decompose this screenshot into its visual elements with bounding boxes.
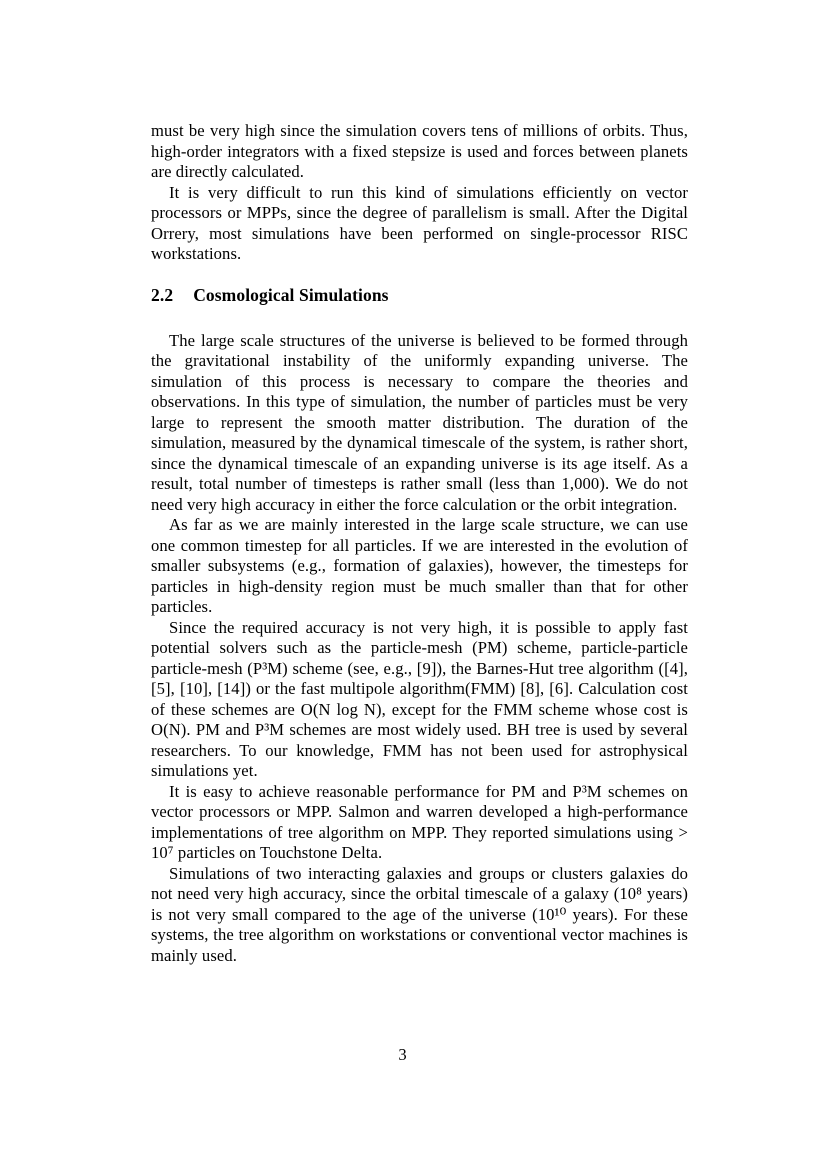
paragraph-common-timestep: As far as we are mainly interested in the large scale structure, we can use one common timestep for all particles. If we are interested in the evolution of smaller subsystems (e.g., formation of galaxies), however, the timesteps for particles in high-density region must be much smaller than that for other particles. [151,515,688,616]
paragraph-pm-p3m-performance: It is easy to achieve reasonable performance for PM and P³M schemes on vector processors or MPP. Salmon and warren developed a high-performance implementations of tree algorithm on MPP. They reported simulations using > 10⁷ particles on Touchstone Delta. [151,781,688,862]
section-number: 2.2 [151,284,174,305]
paragraph-vector-processors: It is very difficult to run this kind of simulations efficiently on vector processors or MPPs, since the degree of parallelism is small. After the Digital Orrery, most simulations have been performed on single-processor RISC workstations. [151,182,688,263]
page-number: 3 [398,1045,407,1064]
paragraph-large-scale-structures: The large scale structures of the universe is believed to be formed through the gravitational instability of the uniformly expanding universe. The simulation of this process is necessary to compare the theories and observations. In this type of simulation, the number of particles must be very large to represent the smooth matter distribution. The duration of the simulation, measured by the dynamical timescale of the system, is rather short, since the dynamical timescale of an expanding universe is its age itself. As a result, total number of timesteps is rather small (less than 1,000). We do not need very high accuracy in either the force calculation or the orbit integration. [151,330,688,514]
paragraph-fast-potential-solvers: Since the required accuracy is not very high, it is possible to apply fast potential solvers such as the particle-mesh (PM) scheme, particle-particle particle-mesh (P³M) scheme (see, e.g., [9]), the Barnes-Hut tree algorithm ([4], [5], [10], [14]) or the fast multipole algorithm(FMM) [8], [6]. Calculation cost of these schemes are O(N log N), except for the FMM scheme whose cost is O(N). PM and P³M schemes are most widely used. BH tree is used by several researchers. To our knowledge, FMM has not been used for astrophysical simulations yet. [151,617,688,780]
paragraph-interacting-galaxies: Simulations of two interacting galaxies and groups or clusters galaxies do not need very high accuracy, since the orbital timescale of a galaxy (10⁸ years) is not very small compared to the age of the universe (10¹⁰ years). For these systems, the tree algorithm on workstations or conventional vector machines is mainly used. [151,863,688,965]
section-title: Cosmological Simulations [193,284,389,305]
page-body [151,121,688,966]
paragraph-continuation: must be very high since the simulation covers tens of millions of orbits. Thus, high-order integrators with a fixed stepsize is used and forces between planets are directly calculated. [151,121,688,181]
section-heading [151,285,688,306]
